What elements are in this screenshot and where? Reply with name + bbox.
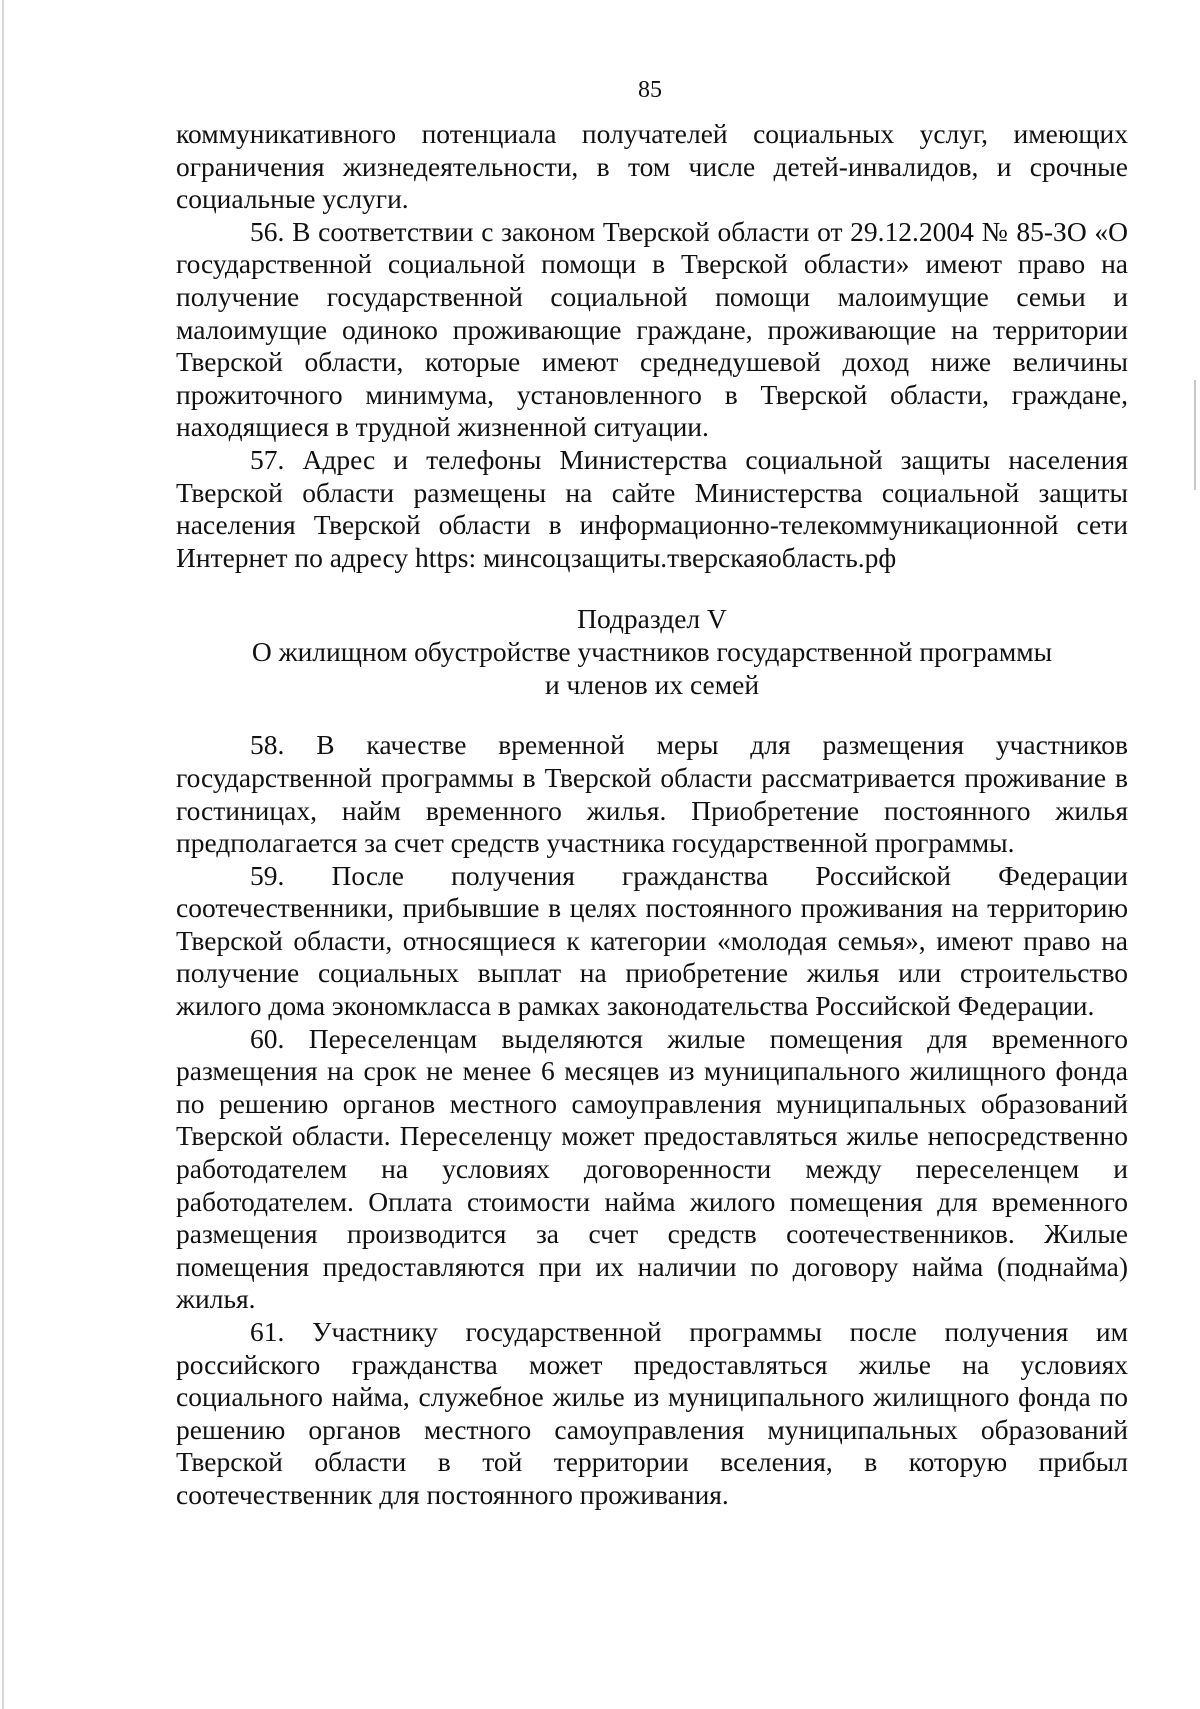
scan-edge-right bbox=[1194, 380, 1196, 490]
paragraph-continuation: коммуникативного потенциала получателей социальных услуг, имеющих ограничения жизнедеятельности, в том числе детей-инвалидов, и срочные социальные услуги. bbox=[176, 118, 1128, 215]
document-body bbox=[176, 118, 1128, 1512]
paragraph-60: 60. Переселенцам выделяются жилые помещения для временного размещения на срок не менее 6 месяцев из муниципального жилищного фонда по решению органов местного самоуправления муниципальных образований Тверской области. Переселенцу может предоставляться жилье непосредственно работодателем на условиях договоренности между переселенцем и работодателем. Оплата стоимости найма жилого помещения для временного размещения производится за счет средств соотечественников. Жилые помещения предоставляются при их наличии по договору найма (поднайма) жилья. bbox=[176, 1022, 1128, 1315]
paragraph-56: 56. В соответствии с законом Тверской области от 29.12.2004 № 85-ЗО «О государственной социальной помощи в Тверской области» имеют право на получение государственной социальной помощи малоимущие семьи и малоимущие одиноко проживающие граждане, проживающие на территории Тверской области, которые имеют среднедушевой доход ниже величины прожиточного минимума, установленного в Тверской области, граждане, находящиеся в трудной жизненной ситуации. bbox=[176, 215, 1128, 443]
page-number: 85 bbox=[638, 77, 662, 103]
paragraph-57: 57. Адрес и телефоны Министерства социальной защиты населения Тверской области размещены на сайте Министерства социальной защиты населения Тверской области в информационно-телекоммуникационной сети Интернет по адресу https: минсоцзащиты.тверскаяобласть.рф bbox=[176, 443, 1128, 573]
scan-edge-left bbox=[2, 0, 4, 1709]
paragraph-59: 59. После получения гражданства Российской Федерации соотечественники, прибывшие в целях постоянного проживания на территорию Тверской области, относящиеся к категории «молодая семья», имеют право на получение социальных выплат на приобретение жилья или строительство жилого дома экономкласса в рамках законодательства Российской Федерации. bbox=[176, 859, 1128, 1022]
section-subtitle-line-1: О жилищном обустройстве участников государственной программы bbox=[251, 636, 1053, 668]
section-subtitle-line-2: и членов их семей bbox=[544, 669, 760, 701]
paragraph-58: 58. В качестве временной меры для размещения участников государственной программы в Тверской области рассматривается проживание в гостиницах, найм временного жилья. Приобретение постоянного жилья предполагается за счет средств участника государственной программы. bbox=[176, 729, 1128, 859]
paragraph-61: 61. Участнику государственной программы после получения им российского гражданства может предоставляться жилье на условиях социального найма, служебное жилье из муниципального жилищного фонда по решению органов местного самоуправления муниципальных образований Тверской области в той территории вселения, в которую прибыл соотечественник для постоянного проживания. bbox=[176, 1316, 1128, 1510]
section-title: Подраздел V bbox=[577, 603, 727, 635]
